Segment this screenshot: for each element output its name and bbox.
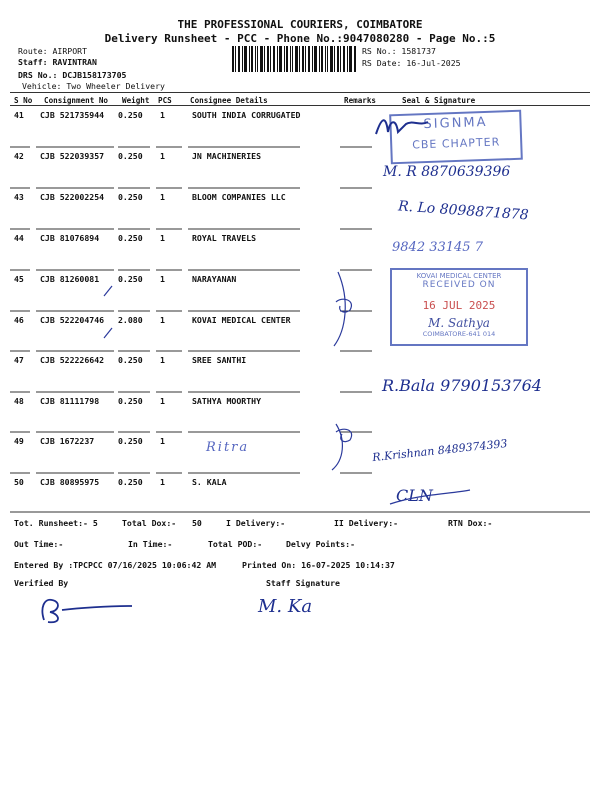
in-time: In Time:- [128, 539, 173, 549]
row-sno: 46 [14, 315, 24, 325]
row-pcs: 1 [160, 477, 165, 487]
total-dox-value: 50 [192, 518, 202, 528]
total-dox-label: Total Dox:- [122, 518, 177, 528]
rs-date: RS Date: 16-Jul-2025 [362, 58, 461, 68]
row-consignment: CJB 522226642 [40, 355, 105, 365]
row-sno: 50 [14, 477, 24, 487]
row-sno: 44 [14, 233, 24, 243]
col-consignee: Consignee Details [190, 96, 268, 105]
row-consignment: CJB 81076894 [40, 233, 100, 243]
row-pcs: 1 [160, 233, 165, 243]
row-weight: 0.250 [118, 274, 143, 284]
entered-by: Entered By :TPCPCC 07/16/2025 10:06:42 AM [14, 560, 217, 570]
row-consignee: BLOOM COMPANIES LLC [192, 192, 286, 202]
row-sno: 42 [14, 151, 24, 161]
row-weight: 0.250 [118, 110, 143, 120]
row48-handwriting: R.Bala 9790153764 [382, 376, 542, 395]
staff-name: Staff: RAVINTRAN [18, 57, 97, 67]
row-consignment: CJB 522039357 [40, 151, 105, 161]
col-pcs: PCS [158, 96, 172, 105]
recv-line-2: RECEIVED ON [422, 280, 496, 290]
recv-line-3: COIMBATORE-641 014 [422, 330, 496, 338]
row-pcs: 1 [160, 396, 165, 406]
ii-delivery: II Delivery:- [334, 518, 399, 528]
stamp-line-1: SIGNMA [423, 114, 488, 133]
recv-sign: M. Sathya [428, 316, 490, 330]
row-consignment: CJB 521735944 [40, 110, 105, 120]
row-consignee: SATHYA MOORTHY [192, 396, 262, 406]
i-delivery: I Delivery:- [226, 518, 286, 528]
row-consignee: SREE SANTHI [192, 355, 247, 365]
row-consignee: ROYAL TRAVELS [192, 233, 257, 243]
row44-handwriting: 9842 33145 7 [392, 240, 483, 255]
row-sno: 48 [14, 396, 24, 406]
row-pcs: 1 [160, 151, 165, 161]
row-sno: 47 [14, 355, 24, 365]
row-sno: 49 [14, 436, 24, 446]
verified-signature [38, 594, 138, 626]
vehicle: Vehicle: Two Wheeler Delivery [22, 81, 165, 91]
recv-line-1: KOVAI MEDICAL CENTER [416, 272, 502, 280]
total-runsheet: Tot. Runsheet:- 5 [14, 518, 98, 528]
row-pcs: 1 [160, 355, 165, 365]
row-weight: 2.080 [118, 315, 143, 325]
printed-on: Printed On: 16-07-2025 10:14:37 [242, 560, 395, 570]
row-consignment: CJB 81260081 [40, 274, 100, 284]
col-consignment: Consignment No [44, 96, 109, 105]
row-consignment: CJB 80895975 [40, 477, 100, 487]
row-consignment: CJB 522204746 [40, 315, 105, 325]
row-weight: 0.250 [118, 151, 143, 161]
row-weight: 0.250 [118, 192, 143, 202]
row-weight: 0.250 [118, 477, 143, 487]
col-remarks: Remarks [344, 96, 377, 105]
row-weight: 0.250 [118, 233, 143, 243]
row50-handwriting: CLN [396, 486, 433, 505]
route: Route: AIRPORT [18, 46, 88, 56]
row-pcs: 1 [160, 274, 165, 284]
row49-signature: R.Krishnan 8489374393 [371, 436, 509, 465]
row-consignment: CJB 522002254 [40, 192, 105, 202]
drs-number: DRS No.: DCJB158173705 [18, 70, 127, 80]
col-seal: Seal & Signature [402, 96, 476, 105]
staff-signature: M. Ka [258, 596, 313, 617]
out-time: Out Time:- [14, 539, 64, 549]
total-pod: Total POD:- [208, 539, 263, 549]
row-sno: 43 [14, 192, 24, 202]
row-consignment: CJB 1672237 [40, 436, 95, 446]
row-weight: 0.250 [118, 355, 143, 365]
row43-handwriting: R. Lo 8098871878 [397, 198, 530, 224]
verified-by: Verified By [14, 578, 69, 588]
row-sno: 45 [14, 274, 24, 284]
row-consignee: SOUTH INDIA CORRUGATED [192, 110, 301, 120]
delvy-points: Delvy Points:- [286, 539, 356, 549]
stamp-line-2: CBE CHAPTER [411, 135, 501, 152]
row-consignee: JN MACHINERIES [192, 151, 262, 161]
runsheet-subtitle: Delivery Runsheet - PCC - Phone No.:9047080280 - Page No.:5 [104, 32, 496, 45]
row-pcs: 1 [160, 192, 165, 202]
row49-name-handwriting: Ritra [206, 440, 250, 455]
row-weight: 0.250 [118, 436, 143, 446]
row-pcs: 1 [160, 436, 165, 446]
recv-date: 16 JUL 2025 [422, 299, 496, 312]
row-weight: 0.250 [118, 396, 143, 406]
col-sno: S No [14, 96, 33, 105]
col-weight: Weight [122, 96, 150, 105]
row-consignee: S. KALA [192, 477, 227, 487]
row-consignment: CJB 81111798 [40, 396, 100, 406]
row-consignee: KOVAI MEDICAL CENTER [192, 315, 291, 325]
row-consignee: NARAYANAN [192, 274, 237, 284]
row-pcs: 1 [160, 110, 165, 120]
rs-number: RS No.: 1581737 [362, 46, 436, 56]
row42-handwriting: M. R 8870639396 [383, 164, 511, 180]
company-title: THE PROFESSIONAL COURIERS, COIMBATORE [177, 18, 423, 31]
rtn-dox: RTN Dox:- [448, 518, 493, 528]
staff-signature-label: Staff Signature [266, 578, 340, 588]
row-pcs: 1 [160, 315, 165, 325]
row-sno: 41 [14, 110, 24, 120]
